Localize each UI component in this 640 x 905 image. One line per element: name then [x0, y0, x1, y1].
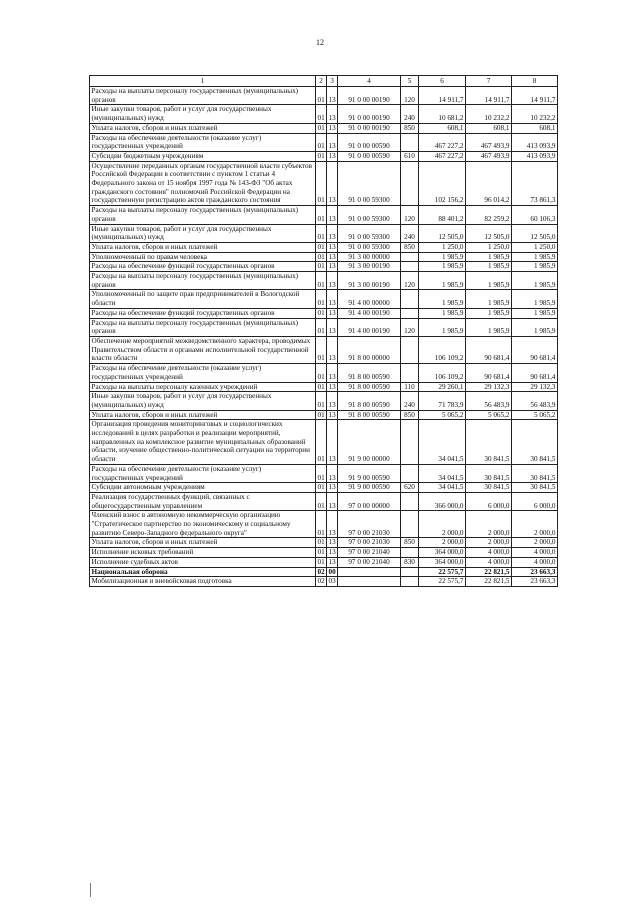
row-target-article-cell — [338, 577, 401, 587]
row-expense-type-cell: 620 — [401, 483, 419, 493]
row-amount-1-cell: 1 250,0 — [419, 242, 466, 252]
row-target-article-cell: 91 0 00 00190 — [338, 105, 401, 123]
row-section-cell: 02 — [317, 567, 325, 576]
row-section-cell: 01 — [316, 206, 327, 224]
row-subsection-cell: 13 — [327, 290, 338, 308]
row-amount-2-cell: 30 841,5 — [466, 483, 512, 493]
row-amount-3-cell: 29 132,3 — [512, 382, 558, 392]
table-row — [90, 392, 558, 410]
row-amount-3-cell: 14 911,7 — [512, 87, 558, 105]
row-expense-type-cell: 610 — [401, 151, 419, 161]
row-name-cell: Расходы на выплаты персоналу государственных (муниципальных) органов — [90, 318, 316, 336]
row-amount-2-cell: 56 483,9 — [466, 392, 512, 410]
row-section-cell: 01 — [316, 420, 327, 465]
row-name-cell: Расходы на выплаты персоналу государственных (муниципальных) органов — [90, 87, 316, 105]
row-amount-1-cell: 88 401,2 — [419, 206, 466, 224]
row-amount-1-cell: 5 065,2 — [419, 410, 466, 420]
row-name-cell: Расходы на выплаты персоналу государственных (муниципальных) органов — [90, 272, 316, 290]
row-amount-2-cell: 6 000,0 — [466, 492, 512, 510]
table-row — [90, 308, 558, 318]
row-amount-1-cell: 1 985,9 — [419, 252, 466, 262]
row-amount-2-cell: 1 985,9 — [466, 252, 512, 262]
row-target-article-cell: 91 4 00 00190 — [338, 318, 401, 336]
row-amount-3-cell: 23 663,3 — [512, 577, 558, 587]
row-amount-1-cell: 22 575,7 — [419, 567, 466, 577]
row-expense-type-cell: 120 — [401, 318, 419, 336]
row-section-cell: 01 — [317, 123, 325, 132]
row-section-cell: 01 — [316, 464, 327, 482]
row-amount-3-cell: 1 250,0 — [512, 242, 558, 252]
row-section-cell: 01 — [316, 290, 327, 308]
row-amount-3-cell: 1 985,9 — [512, 318, 558, 336]
row-amount-3-cell: 90 681,4 — [512, 364, 558, 382]
row-amount-3-cell: 4 000,0 — [512, 548, 558, 558]
row-expense-type-cell: 110 — [401, 382, 419, 392]
row-name-cell: Уплата налогов, сборов и иных платежей — [90, 410, 316, 420]
table-row — [90, 364, 558, 382]
row-expense-type-cell — [401, 308, 419, 318]
row-amount-3-cell: 12 505,0 — [512, 224, 558, 242]
row-subsection-cell: 13 — [327, 133, 338, 151]
row-expense-type-cell: 850 — [401, 123, 419, 133]
row-expense-type-cell — [401, 290, 419, 308]
row-amount-2-cell: 1 985,9 — [466, 318, 512, 336]
row-expense-type-cell — [401, 567, 419, 577]
row-name-cell: Национальная оборона — [90, 567, 316, 577]
row-subsection-cell: 13 — [327, 105, 338, 123]
row-target-article-cell: 91 0 00 00190 — [338, 87, 401, 105]
header-cell: 3 — [327, 76, 338, 87]
row-amount-1-cell: 1 985,9 — [419, 308, 466, 318]
row-amount-1-cell: 1 985,9 — [419, 290, 466, 308]
row-subsection-cell: 13 — [327, 464, 338, 482]
row-amount-1-cell: 106 109,2 — [419, 336, 466, 363]
row-expense-type-cell — [401, 577, 419, 587]
row-name-cell: Субсидии бюджетным учреждениям — [90, 151, 316, 161]
row-target-article-cell: 91 8 00 00000 — [338, 336, 401, 363]
row-amount-2-cell: 4 000,0 — [466, 557, 512, 567]
row-amount-1-cell: 34 041,5 — [419, 483, 466, 493]
row-target-article-cell: 91 8 00 00590 — [338, 392, 401, 410]
row-subsection-cell: 13 — [327, 492, 338, 510]
row-expense-type-cell — [401, 336, 419, 363]
row-target-article-cell: 91 9 00 00590 — [338, 464, 401, 482]
row-name-cell: Субсидии автономным учреждениям — [90, 483, 316, 493]
row-amount-3-cell: 10 232,2 — [512, 105, 558, 123]
row-amount-1-cell: 106 109,2 — [419, 364, 466, 382]
row-amount-3-cell: 413 093,9 — [512, 151, 558, 161]
table-row — [90, 511, 558, 538]
row-name-cell: Уплата налогов, сборов и иных платежей — [90, 123, 316, 133]
row-name-cell: Членский взнос в автономную некоммерческую организацию "Стратегическое партнерство по экономическому и социальному развитию Северо-Западного федерального округа" — [90, 511, 316, 538]
table-row — [90, 161, 558, 206]
row-target-article-cell — [338, 567, 401, 577]
row-target-article-cell: 91 8 00 00590 — [338, 382, 401, 392]
row-name-cell: Иные закупки товаров, работ и услуг для государственных (муниципальных) нужд — [90, 224, 316, 242]
header-cell: 8 — [512, 76, 558, 87]
row-amount-2-cell: 467 493,9 — [466, 151, 512, 161]
row-name-cell: Уплата налогов, сборов и иных платежей — [90, 242, 316, 252]
row-target-article-cell: 97 0 00 21030 — [338, 538, 401, 548]
row-subsection-cell: 13 — [327, 336, 338, 363]
row-amount-3-cell: 30 841,5 — [512, 420, 558, 465]
row-amount-3-cell: 2 000,0 — [512, 511, 558, 538]
row-section-cell: 01 — [317, 252, 325, 261]
row-section-cell: 01 — [316, 224, 327, 242]
row-section-cell: 01 — [316, 161, 327, 206]
row-target-article-cell: 91 0 00 00590 — [338, 151, 401, 161]
row-amount-3-cell: 90 681,4 — [512, 336, 558, 363]
table-row — [90, 557, 558, 567]
row-amount-2-cell: 2 000,0 — [466, 538, 512, 548]
row-amount-1-cell: 71 783,9 — [419, 392, 466, 410]
row-amount-1-cell: 102 156,2 — [419, 161, 466, 206]
row-name-cell: Расходы на обеспечение функций государственных органов — [90, 262, 316, 272]
table-row — [90, 410, 558, 420]
table-row — [90, 382, 558, 392]
row-amount-2-cell: 30 841,5 — [466, 420, 512, 465]
row-amount-2-cell: 22 821,5 — [466, 577, 512, 587]
row-subsection-cell: 13 — [327, 318, 338, 336]
row-amount-3-cell: 413 093,9 — [512, 133, 558, 151]
budget-table — [89, 75, 558, 587]
row-amount-3-cell: 1 985,9 — [512, 272, 558, 290]
row-expense-type-cell: 240 — [401, 392, 419, 410]
row-amount-3-cell: 5 065,2 — [512, 410, 558, 420]
row-amount-2-cell: 22 821,5 — [466, 567, 512, 577]
row-subsection-cell: 00 — [328, 567, 336, 576]
table-row — [90, 318, 558, 336]
row-name-cell: Уплата налогов, сборов и иных платежей — [90, 538, 316, 548]
row-amount-3-cell: 2 000,0 — [512, 538, 558, 548]
row-amount-1-cell: 12 505,0 — [419, 224, 466, 242]
row-amount-2-cell: 96 014,2 — [466, 161, 512, 206]
table-row — [90, 577, 558, 587]
row-amount-1-cell: 364 000,0 — [419, 557, 466, 567]
table-row — [90, 290, 558, 308]
row-section-cell: 01 — [316, 492, 327, 510]
header-cell: 2 — [316, 76, 327, 87]
row-target-article-cell: 97 0 00 21040 — [338, 557, 401, 567]
row-target-article-cell: 91 0 00 00190 — [338, 123, 401, 133]
row-target-article-cell: 91 4 00 00000 — [338, 290, 401, 308]
row-target-article-cell: 91 0 00 59300 — [338, 161, 401, 206]
row-name-cell: Иные закупки товаров, работ и услуг для государственных (муниципальных) нужд — [90, 105, 316, 123]
row-target-article-cell: 91 3 00 00190 — [338, 262, 401, 272]
row-section-cell: 01 — [317, 151, 325, 160]
row-amount-2-cell: 29 132,3 — [466, 382, 512, 392]
row-amount-1-cell: 14 911,7 — [419, 87, 466, 105]
row-amount-2-cell: 2 000,0 — [466, 511, 512, 538]
row-name-cell: Расходы на выплаты персоналу государственных (муниципальных) органов — [90, 206, 316, 224]
row-amount-2-cell: 14 911,7 — [466, 87, 512, 105]
table-row — [90, 548, 558, 558]
page-number: 12 — [316, 38, 324, 47]
row-amount-1-cell: 364 000,0 — [419, 548, 466, 558]
header-cell: 4 — [338, 76, 401, 87]
row-amount-3-cell: 608,1 — [512, 123, 558, 133]
row-target-article-cell: 97 0 00 21040 — [338, 548, 401, 558]
row-name-cell: Исполнение исковых требований — [90, 548, 316, 558]
row-amount-3-cell: 1 985,9 — [512, 252, 558, 262]
table-row — [90, 567, 558, 577]
row-expense-type-cell: 240 — [401, 105, 419, 123]
row-target-article-cell: 91 0 00 59300 — [338, 242, 401, 252]
row-expense-type-cell: 240 — [401, 224, 419, 242]
table-row — [90, 252, 558, 262]
row-section-cell: 01 — [316, 336, 327, 363]
row-expense-type-cell: 850 — [401, 410, 419, 420]
row-expense-type-cell — [401, 252, 419, 262]
scan-mark — [90, 883, 91, 897]
row-expense-type-cell — [401, 511, 419, 538]
table-row — [90, 242, 558, 252]
row-name-cell: Реализация государственных функций, связанных с общегосударственным управлением — [90, 492, 316, 510]
row-name-cell: Расходы на обеспечение деятельности (оказание услуг) государственных учреждений — [90, 133, 316, 151]
row-expense-type-cell — [401, 492, 419, 510]
row-section-cell: 01 — [317, 242, 325, 251]
table-row — [90, 336, 558, 363]
row-name-cell: Расходы на обеспечение функций государственных органов — [90, 308, 316, 318]
header-cell: 5 — [401, 76, 419, 87]
row-amount-3-cell: 30 841,5 — [512, 464, 558, 482]
table-row — [90, 272, 558, 290]
row-name-cell: Иные закупки товаров, работ и услуг для государственных (муниципальных) нужд — [90, 392, 316, 410]
row-subsection-cell: 13 — [328, 242, 336, 251]
row-section-cell: 01 — [316, 272, 327, 290]
row-section-cell: 01 — [316, 364, 327, 382]
row-section-cell: 01 — [317, 548, 325, 557]
row-amount-1-cell: 34 041,5 — [419, 464, 466, 482]
row-amount-1-cell: 467 227,2 — [419, 151, 466, 161]
row-section-cell: 01 — [316, 105, 327, 123]
row-expense-type-cell — [401, 161, 419, 206]
row-amount-1-cell: 366 000,0 — [419, 492, 466, 510]
table-row — [90, 224, 558, 242]
row-subsection-cell: 13 — [327, 206, 338, 224]
row-subsection-cell: 13 — [328, 123, 336, 132]
row-section-cell: 01 — [316, 392, 327, 410]
row-target-article-cell: 91 9 00 00000 — [338, 420, 401, 465]
row-amount-2-cell: 1 985,9 — [466, 262, 512, 272]
table-row — [90, 133, 558, 151]
row-expense-type-cell — [401, 133, 419, 151]
row-amount-2-cell: 4 000,0 — [466, 548, 512, 558]
header-cell: 7 — [466, 76, 512, 87]
row-amount-2-cell: 10 232,2 — [466, 105, 512, 123]
row-amount-1-cell: 34 041,5 — [419, 420, 466, 465]
row-amount-3-cell: 1 985,9 — [512, 290, 558, 308]
table-row — [90, 420, 558, 465]
row-amount-3-cell: 60 106,3 — [512, 206, 558, 224]
row-amount-3-cell: 4 000,0 — [512, 557, 558, 567]
row-expense-type-cell: 120 — [401, 272, 419, 290]
row-subsection-cell: 13 — [328, 483, 336, 492]
row-subsection-cell: 13 — [327, 272, 338, 290]
table-row — [90, 538, 558, 548]
row-target-article-cell: 97 0 00 21030 — [338, 511, 401, 538]
row-name-cell: Расходы на выплаты персоналу казенных учреждений — [90, 382, 316, 392]
row-amount-1-cell: 467 227,2 — [419, 133, 466, 151]
row-name-cell: Исполнение судебных актов — [90, 557, 316, 567]
row-amount-2-cell: 1 985,9 — [466, 290, 512, 308]
row-amount-2-cell: 12 505,0 — [466, 224, 512, 242]
row-amount-3-cell: 6 000,0 — [512, 492, 558, 510]
row-name-cell: Расходы на обеспечение деятельности (оказание услуг) государственных учреждений — [90, 464, 316, 482]
row-name-cell: Уполномоченный по защите прав предпринимателей в Вологодской области — [90, 290, 316, 308]
row-subsection-cell: 13 — [328, 557, 336, 566]
row-section-cell: 01 — [316, 133, 327, 151]
row-name-cell: Обеспечение мероприятий межведомственного характера, проводимых Правительством области и органами исполнительной государственной власти области — [90, 336, 316, 363]
row-expense-type-cell — [401, 364, 419, 382]
row-section-cell: 01 — [316, 87, 327, 105]
row-section-cell: 01 — [317, 382, 325, 391]
row-expense-type-cell: 120 — [401, 206, 419, 224]
row-subsection-cell: 13 — [328, 262, 336, 271]
table-row — [90, 87, 558, 105]
table-row — [90, 123, 558, 133]
row-section-cell: 01 — [317, 410, 325, 419]
row-section-cell: 01 — [317, 308, 325, 317]
row-subsection-cell: 13 — [327, 392, 338, 410]
row-target-article-cell: 91 0 00 59300 — [338, 206, 401, 224]
table-header-row — [90, 76, 558, 87]
row-amount-3-cell: 56 483,9 — [512, 392, 558, 410]
table-body — [90, 87, 558, 587]
row-amount-2-cell: 30 841,5 — [466, 464, 512, 482]
row-expense-type-cell: 850 — [401, 538, 419, 548]
row-expense-type-cell — [401, 420, 419, 465]
row-subsection-cell: 13 — [328, 548, 336, 557]
row-amount-3-cell: 73 861,3 — [512, 161, 558, 206]
row-target-article-cell: 91 0 00 00590 — [338, 133, 401, 151]
row-target-article-cell: 91 3 00 00000 — [338, 252, 401, 262]
row-section-cell: 01 — [316, 511, 327, 538]
row-expense-type-cell — [401, 548, 419, 558]
row-subsection-cell: 13 — [327, 511, 338, 538]
row-expense-type-cell — [401, 464, 419, 482]
row-expense-type-cell: 120 — [401, 87, 419, 105]
row-amount-2-cell: 82 259,2 — [466, 206, 512, 224]
row-subsection-cell: 13 — [328, 308, 336, 317]
row-amount-3-cell: 23 663,3 — [512, 567, 558, 577]
row-amount-2-cell: 1 985,9 — [466, 272, 512, 290]
row-amount-1-cell: 2 000,0 — [419, 538, 466, 548]
row-section-cell: 01 — [316, 318, 327, 336]
row-subsection-cell: 13 — [327, 161, 338, 206]
table-row — [90, 464, 558, 482]
table-row — [90, 151, 558, 161]
row-target-article-cell: 91 9 00 00590 — [338, 483, 401, 493]
row-amount-1-cell: 29 260,1 — [419, 382, 466, 392]
row-amount-1-cell: 10 681,2 — [419, 105, 466, 123]
table-row — [90, 105, 558, 123]
header-cell: 1 — [90, 76, 316, 87]
row-amount-2-cell: 467 493,9 — [466, 133, 512, 151]
row-expense-type-cell: 850 — [401, 242, 419, 252]
row-amount-2-cell: 1 250,0 — [466, 242, 512, 252]
row-amount-3-cell: 30 841,5 — [512, 483, 558, 493]
row-target-article-cell: 91 3 00 00190 — [338, 272, 401, 290]
table-row — [90, 483, 558, 493]
row-amount-2-cell: 1 985,9 — [466, 308, 512, 318]
row-section-cell: 02 — [317, 577, 325, 586]
row-amount-2-cell: 90 681,4 — [466, 336, 512, 363]
row-name-cell: Расходы на обеспечение деятельности (оказание услуг) государственных учреждений — [90, 364, 316, 382]
row-section-cell: 01 — [317, 483, 325, 492]
row-subsection-cell: 13 — [328, 538, 336, 547]
row-amount-2-cell: 608,1 — [466, 123, 512, 133]
row-target-article-cell: 91 4 00 00190 — [338, 308, 401, 318]
row-subsection-cell: 03 — [328, 577, 336, 586]
row-amount-3-cell: 1 985,9 — [512, 262, 558, 272]
row-amount-2-cell: 5 065,2 — [466, 410, 512, 420]
row-amount-1-cell: 608,1 — [419, 123, 466, 133]
row-amount-1-cell: 1 985,9 — [419, 262, 466, 272]
row-amount-3-cell: 1 985,9 — [512, 308, 558, 318]
table-row — [90, 206, 558, 224]
table-row — [90, 492, 558, 510]
row-subsection-cell: 13 — [327, 87, 338, 105]
row-subsection-cell: 13 — [327, 224, 338, 242]
row-subsection-cell: 13 — [328, 151, 336, 160]
row-name-cell: Уполномоченный по правам человека — [90, 252, 316, 262]
row-target-article-cell: 91 0 00 59300 — [338, 224, 401, 242]
row-subsection-cell: 13 — [328, 252, 336, 261]
row-section-cell: 01 — [317, 262, 325, 271]
row-name-cell: Организация проведения мониторинговых и социологических исследований в целях разработки и реализации мероприятий, направленных на комплексное развитие муниципальных образований области, изучение общественно-политической ситуации на территории области — [90, 420, 316, 465]
row-amount-1-cell: 1 985,9 — [419, 318, 466, 336]
row-amount-2-cell: 90 681,4 — [466, 364, 512, 382]
row-subsection-cell: 13 — [328, 382, 336, 391]
row-target-article-cell: 91 8 00 00590 — [338, 410, 401, 420]
row-target-article-cell: 97 0 00 00000 — [338, 492, 401, 510]
header-cell: 6 — [419, 76, 466, 87]
row-name-cell: Мобилизационная и вневойсковая подготовка — [90, 577, 316, 587]
table-row — [90, 262, 558, 272]
row-subsection-cell: 13 — [327, 364, 338, 382]
row-subsection-cell: 13 — [328, 410, 336, 419]
row-expense-type-cell: 830 — [401, 557, 419, 567]
row-subsection-cell: 13 — [327, 420, 338, 465]
row-name-cell: Осуществление переданных органам государственной власти субъектов Российской Федерации в соответствии с пунктом 1 статьи 4 Федерального закона от 15 ноября 1997 года № 143-ФЗ "Об актах гражданского состояния" полномочий Российской Федерации на государственную регистрацию актов гражданского состояния — [90, 161, 316, 206]
row-amount-1-cell: 1 985,9 — [419, 272, 466, 290]
row-section-cell: 01 — [317, 557, 325, 566]
row-amount-1-cell: 22 575,7 — [419, 577, 466, 587]
row-section-cell: 01 — [317, 538, 325, 547]
row-target-article-cell: 91 8 00 00590 — [338, 364, 401, 382]
row-expense-type-cell — [401, 262, 419, 272]
row-amount-1-cell: 2 000,0 — [419, 511, 466, 538]
